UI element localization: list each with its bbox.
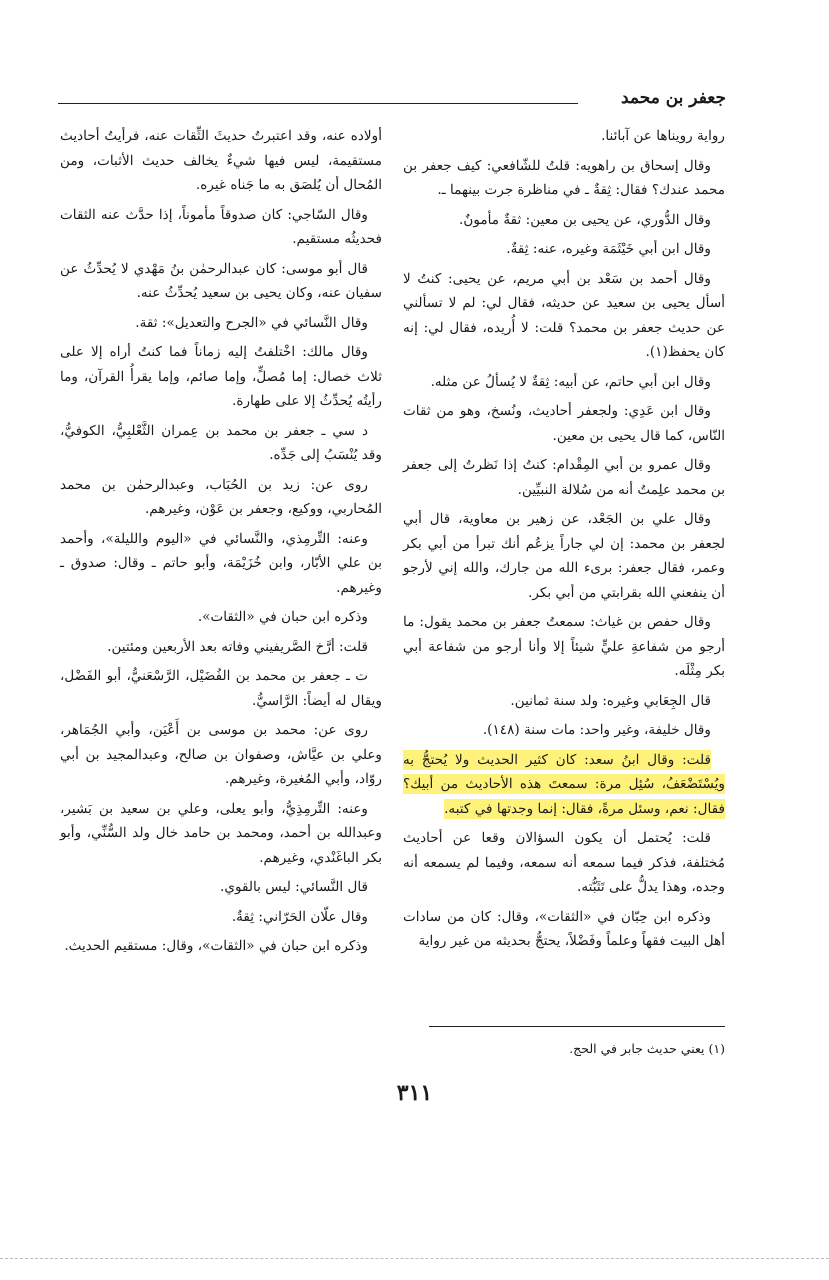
footnote: (١) يعني حديث جابر في الحج. xyxy=(569,1041,725,1056)
right-column xyxy=(403,124,725,959)
paragraph: وقال حفص بن غياث: سمعتُ جعفر بن محمد يقول: ما أرجو من شفاعةِ عليٍّ شيئاً إلا وأنا أرجو من شفاعة أبي بكر مِثْلَه. xyxy=(403,614,725,679)
scan-edge-line xyxy=(0,1258,829,1259)
paragraph: أولاده عنه، وقد اعتبرتُ حديثَ الثِّقات عنه، فرأيتُ أحاديث مستقيمة، ليس فيها شيءٌ يخالف حديث الأثبات، ومن المُحال أن يُلصَق به ما جَناه غيره. xyxy=(60,128,382,193)
paragraph: قال النَّسائي: ليس بالقوي. xyxy=(220,879,368,895)
paragraph: وقال علّان الحَرّاني: ثِقةٌ. xyxy=(231,908,368,925)
header-title: جعفر بن محمد xyxy=(620,88,726,108)
paragraph: وعنه: التِّرمِذِيُّ، وأبو يعلى، وعلي بن سعيد بن بَشير، وعبدالله بن أحمد، ومحمد بن حامد خال ولد السُّنِّي، وأبو بكر الباغَنْدي، وغيرهم. xyxy=(60,800,382,866)
paragraph: وذكره ابن حبان في «الثقات»، وقال: مستقيم الحديث. xyxy=(64,938,368,954)
paragraph: وقال علي بن الجَعْد، عن زهير بن معاوية، قال أبي لجعفر بن محمد: إن لي جاراً يزعُم أنك تبرأ من أبي بكر وعمر، فقال جعفر: برىء الله من جارك، والله إني لأرجو أن ينفعني الله بقرابتي من أبي بكر. xyxy=(403,511,725,601)
paragraph: وقال خليفة، وغير واحد: مات سنة (١٤٨). xyxy=(482,722,711,738)
paragraph: روى عن: محمد بن موسى بن أَعْيَن، وأبي الجُمَاهر، وعلي بن عيَّاش، وصفوان بن صالح، وعبدالمجيد بن أبي روّاد، وأبي المُغيرة، وغيرهم. xyxy=(60,722,382,787)
paragraph: وعنه: التِّرمِذي، والنَّسائي في «اليوم والليلة»، وأحمد بن علي الأبّار، وابن خُزَيْمَة، وأبو حاتم ـ وقال: صدوق ـ وغيرهم. xyxy=(60,530,382,596)
header-rule xyxy=(58,103,578,104)
paragraph: وقال النَّسائي في «الجرح والتعديل»: ثقة. xyxy=(135,314,368,331)
paragraph: وقال ابن عَدِي: ولجعفر أحاديث، ونُسخ، وهو من ثقات النّاس، كما قال يحيى بن معين. xyxy=(403,403,725,444)
paragraph: وقال الدُّوري، عن يحيى بن معين: ثقةٌ مأمونٌ. xyxy=(459,211,711,228)
paragraph: وقال مالك: اخْتلفتُ إليه زماناً فما كنتُ أراه إلا على ثلاث خصال: إما مُصلٍّ، وإما صائم، وإما يقرأُ القرآن، وما رأيتُه يُحدِّثُ إلا على طهارة. xyxy=(60,344,382,409)
paragraph: ت ـ جعفر بن محمد بن الفُضَيْل، الرَّسْعَنيُّ، أبو الفَضْل، ويقال له أيضاً: الرَّاسيُّ. xyxy=(60,668,382,709)
running-header xyxy=(58,88,726,118)
paragraph: وقال ابن أبي حاتم، عن أبيه: ثِقةٌ لا يُسألُ عن مثله. xyxy=(430,373,711,390)
footnote-divider xyxy=(429,1026,725,1027)
page-number: ٣١١ xyxy=(396,1080,433,1106)
paragraph: وقال ابن أبي خَيْثَمَة وغيره، عنه: ثِقةٌ. xyxy=(506,241,711,257)
paragraph: وذكره ابن حِبّان في «الثقات»، وقال: كان من سادات أهل البيت فقهاً وعلماً وفَضْلاً، يحتجُّ بحديثه من غير رواية xyxy=(403,908,725,949)
paragraph: وقال إسحاق بن راهويه: قلتُ للشّافعي: كيف جعفر بن محمد عندك؟ فقال: ثِقةٌ ـ في مناظرة جرت بينهما ـ. xyxy=(403,157,725,198)
paragraph: وذكره ابن حبان في «الثقات». xyxy=(197,609,368,625)
paragraph: روى عن: زيد بن الحُبَاب، وعبدالرحمٰن بن محمد المُحاربي، ووكيع، وجعفر بن عَوْن، وغيرهم. xyxy=(60,476,382,517)
highlighted-paragraph xyxy=(403,748,725,822)
paragraph: قلت: يُحتمل أن يكون السؤالان وقعا عن أحاديث مُختلفة، فذكر فيما سمعه أنه سمعه، وفيما لم يسمعه أنه وجده، وهذا يدلُّ على تَثَبُّته. xyxy=(403,830,725,895)
paragraph: وقال السّاجي: كان صدوقاً مأموناً، إذا حدَّث عنه الثقات فحديثُه مستقيم. xyxy=(60,206,382,247)
paragraph: قال الجِعَابي وغيره: ولد سنة ثمانين. xyxy=(510,692,711,709)
highlight-span: قلت: وقال ابنُ سعد: كان كثير الحديث ولا يُحتجُّ به ويُسْتَضْعَفُ، سُئِل مرة: سمعتَ هذه الأحاديث من أبيك؟ فقال: نعم، وسئل مرةً، فقال: إنما وجدتها في كتبه. xyxy=(403,751,725,817)
paragraph: قلت: أرَّخ الصَّريفيني وفاته بعد الأربعين ومئتين. xyxy=(107,638,368,655)
paragraph: د سي ـ جعفر بن محمد بن عِمران الثَّعْلبِيُّ، الكوفيُّ، وقد يُنْسَبُ إلى جَدِّه. xyxy=(60,422,382,463)
paragraph: وقال أحمد بن سَعْد بن أبي مريم، عن يحيى: كنتُ لا أسأل يحيى بن سعيد عن حديثه، فقال لي: لم لا تسألني عن حديث جعفر بن محمد؟ قلت: لا أُريده، فقال لي: إنه كان يحفظ(١). xyxy=(403,270,725,360)
left-column xyxy=(60,124,382,964)
paragraph: رواية رويناها عن آبائنا. xyxy=(601,128,725,144)
paragraph: قال أبو موسى: كان عبدالرحمٰن بنُ مَهْدي لا يُحدِّثُ عن سفيان عنه، وكان يحيى بن سعيد يُحدِّثُ عنه. xyxy=(60,260,382,301)
paragraph: وقال عمرو بن أبي المِقْدام: كنتُ إذا نَظرتُ إلى جعفر بن محمد علِمتُ أنه من سُلالة النبيِّين. xyxy=(403,457,725,498)
